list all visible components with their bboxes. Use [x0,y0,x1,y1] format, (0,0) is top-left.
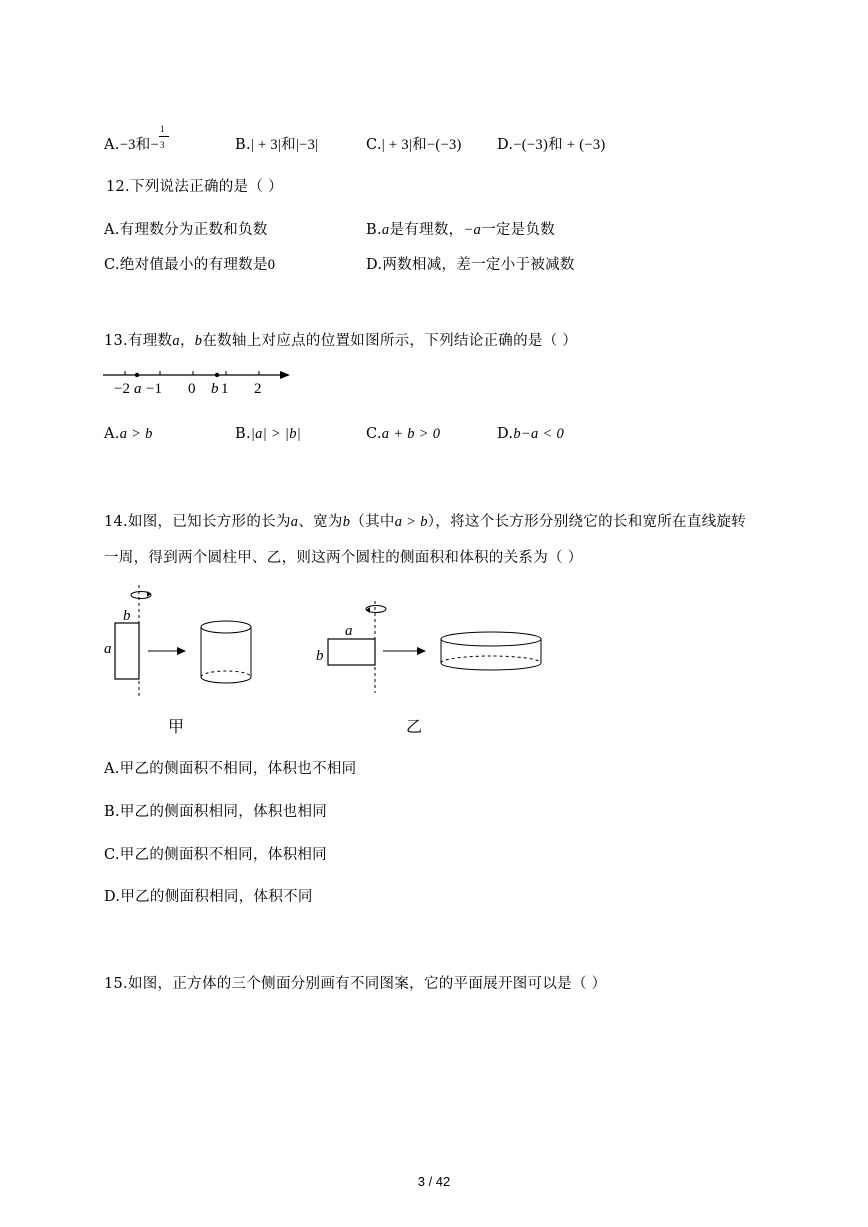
label-minus-1: −1 [146,381,162,397]
label-minus-2: −2 [114,381,130,397]
q15-stem: 15.如图，正方体的三个侧面分别画有不同图案，它的平面展开图可以是（ ） [104,976,607,992]
right-label-a: a [345,623,353,639]
q12-option-c: C.绝对值最小的有理数是0 [104,257,276,273]
tall-cylinder [201,621,251,683]
q13-option-a: A.a > b [104,426,153,442]
q14-option-a: A.甲乙的侧面积不相同，体积也不相同 [104,761,357,777]
right-label-b: b [316,648,324,664]
rotation-figure [96,583,556,743]
q14-option-b: B.甲乙的侧面积相同，体积也相同 [104,804,328,820]
q13-option-b: B.|a| > |b| [235,426,302,442]
q11-option-d: D.−(−3)和 + (−3) [497,137,606,153]
q12-option-b: B.a是有理数，−a一定是负数 [366,222,556,238]
label-0: 0 [188,381,196,397]
q12-stem: 12.下列说法正确的是（ ） [106,179,283,195]
fraction-one-third: $\frac{1}{3}$ [159,140,171,150]
label-jia: 甲 [168,719,185,736]
q12-option-d: D.两数相减，差一定小于被减数 [366,257,575,273]
page-number: 3 / 42 [417,1174,451,1189]
q13-option-d: D.b−a < 0 [497,426,564,442]
q13-stem: 13.有理数a，b在数轴上对应点的位置如图所示，下列结论正确的是（ ） [104,333,578,349]
q11-option-a: A.−3和− $\frac{1}{3}$ [104,133,171,154]
point-a [135,373,139,377]
q12-option-a: A.有理数分为正数和负数 [104,222,268,238]
left-rectangle [115,623,139,679]
number-line-arrow [280,371,290,379]
number-line [100,362,300,398]
q14-stem-line1: 14.如图，已知长方形的长为a、宽为b（其中a > b），将这个长方形分别绕它的长和宽所在直线旋转 [104,514,747,530]
left-label-a: a [104,641,112,657]
right-rectangle [328,639,375,665]
label-a: a [134,381,142,397]
figure-yi [316,601,541,693]
q14-stem-line2: 一周，得到两个圆柱甲、乙，则这两个圆柱的侧面积和体积的关系为（ ） [104,550,583,566]
label-2: 2 [254,381,262,397]
q11-option-c: C.| + 3|和−(−3) [366,137,462,153]
left-label-b: b [123,608,131,624]
flat-cylinder [441,632,541,670]
q14-option-d: D.甲乙的侧面积相同，体积不同 [104,889,313,905]
q14-option-c: C.甲乙的侧面积不相同，体积相同 [104,847,327,863]
label-yi: 乙 [406,719,423,736]
figure-jia [104,585,251,699]
q11-option-b: B.| + 3|和|−3| [235,137,319,153]
label-1: 1 [221,381,229,397]
q13-option-c: C.a + b > 0 [366,426,441,442]
label-b: b [211,381,219,397]
point-b [215,373,219,377]
